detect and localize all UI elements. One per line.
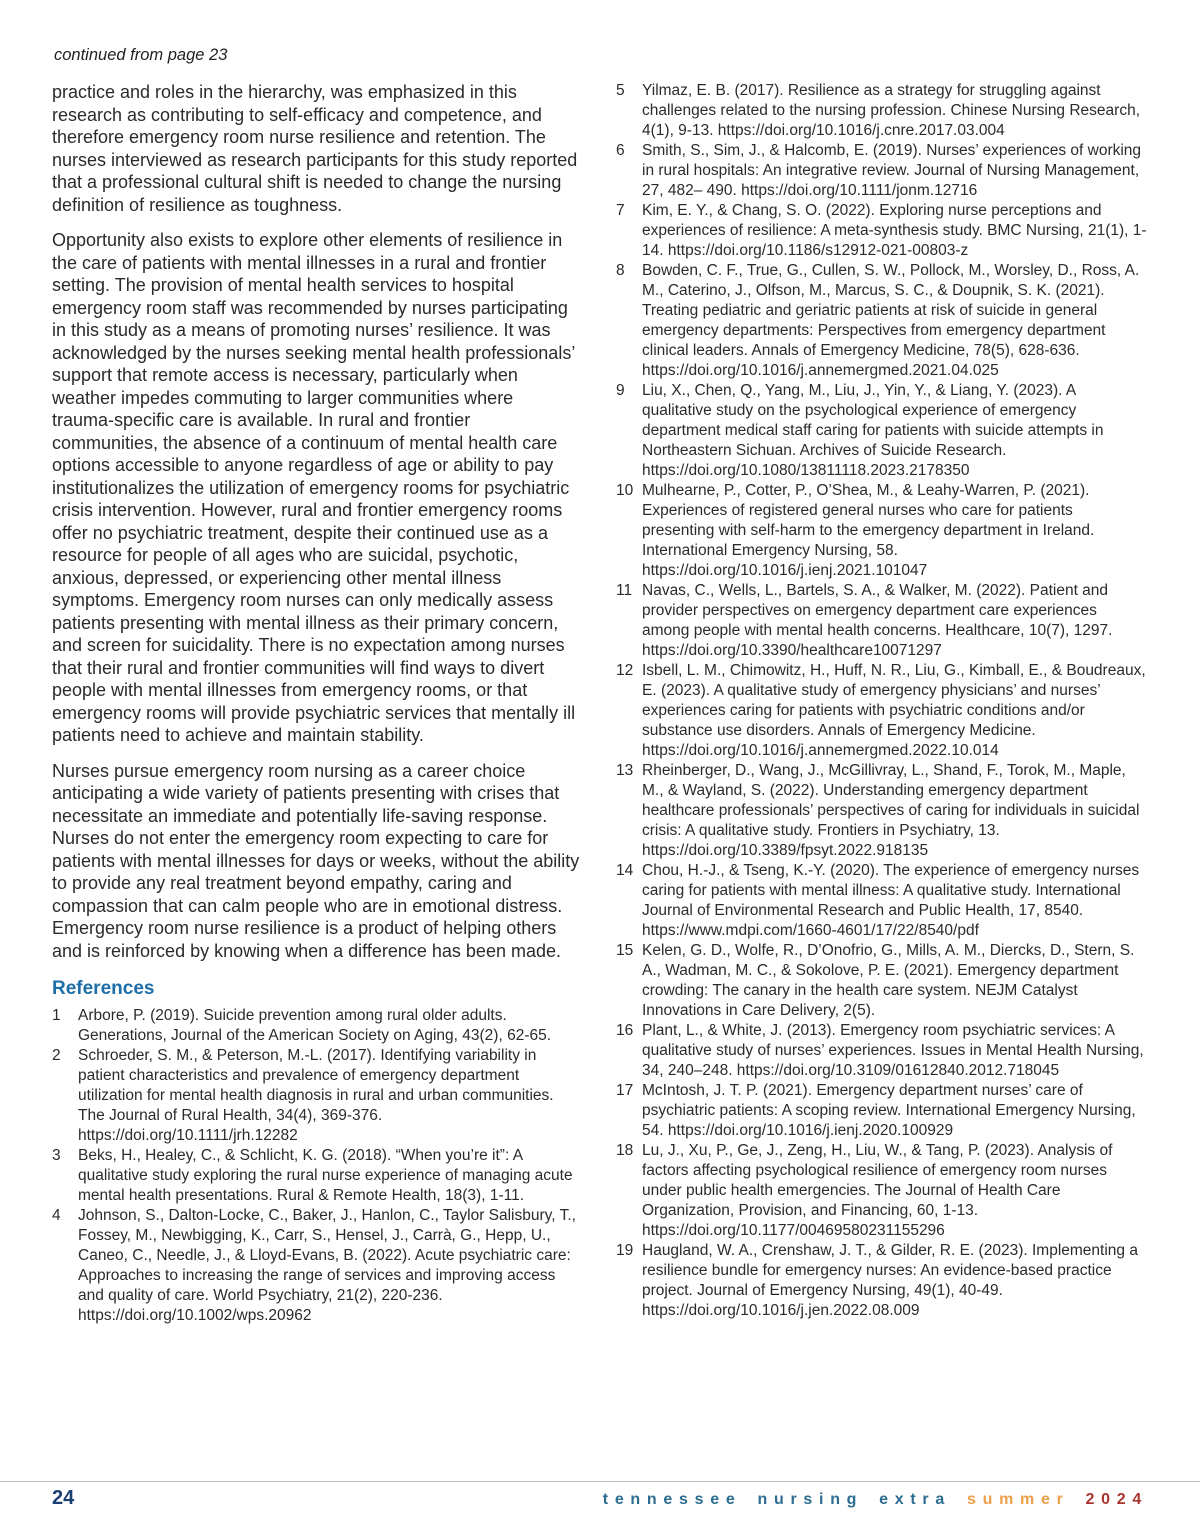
- reference-item: [616, 201, 1148, 261]
- reference-text: Bowden, C. F., True, G., Cullen, S. W., Pollock, M., Worsley, D., Ross, A. M., Caterino, J., Olfson, M., Marcus, S. C., & Doupnik, S. K. (2021). Treating pediatric and geriatric patients at risk of suicide in general emergency departments: Perspectives from emergency department clinical leaders. Annals of Emergency Medicine, 78(5), 628-636. https://doi.org/10.1016/j.annemergmed.2021.04.025: [642, 262, 1140, 379]
- reference-text: Isbell, L. M., Chimowitz, H., Huff, N. R., Liu, G., Kimball, E., & Boudreaux, E. (2023). A qualitative study of emergency physicians’ and nurses’ experiences caring for patients with psychiatric conditions and/or substance use disorders. Annals of Emergency Medicine. https://doi.org/10.1016/j.annemergmed.2022.10.014: [642, 662, 1146, 759]
- reference-number: 17: [616, 1082, 634, 1099]
- reference-item: [616, 761, 1148, 861]
- right-column: [616, 81, 1148, 1466]
- body-paragraph: Opportunity also exists to explore other elements of resilience in the care of patients with mental illnesses in a rural and frontier setting. The provision of mental health services to hospital emergency room staff was recommended by nurses participating in this study as a means of promoting nurses’ resilience. It was acknowledged by the nurses seeking mental health professionals’ support that remote access is necessary, particularly when weather impedes commuting to larger communities where trauma-specific care is available. In rural and frontier communities, the absence of a continuum of mental health care options accessible to anyone regardless of age or ability to pay institutionalizes the utilization of emergency rooms for psychiatric crisis intervention. However, rural and frontier emergency rooms offer no psychiatric treatment, despite their continued use as a resource for people of all ages who are suicidal, psychotic, anxious, depressed, or experiencing other mental illness symptoms. Emergency room nurses can only medically assess patients presenting with mental illness as their primary concern, and screen for suicidality. There is no expectation among nurses that their rural and frontier communities will find ways to divert people with mental illnesses from emergency rooms, or that emergency rooms will provide psychiatric services that mentally ill patients need to achieve and maintain stability.: [52, 230, 576, 745]
- reference-item: [616, 861, 1148, 941]
- reference-number: 13: [616, 762, 634, 779]
- reference-number: 8: [616, 262, 625, 279]
- reference-number: 16: [616, 1022, 634, 1039]
- two-column-layout: [52, 81, 1148, 1466]
- reference-item: [616, 381, 1148, 481]
- reference-item: [52, 1146, 580, 1206]
- body-paragraph: practice and roles in the hierarchy, was emphasized in this research as contributing to self-efficacy and competence, and therefore emergency room nurse resilience and retention. The nurses interviewed as research participants for this study reported that a professional cultural shift is needed to change the nursing definition of resilience as toughness.: [52, 82, 578, 215]
- reference-text: McIntosh, J. T. P. (2021). Emergency department nurses’ care of psychiatric patients: A scoping review. International Emergency Nursing, 54. https://doi.org/10.1016/j.ienj.2020.100929: [642, 1082, 1136, 1139]
- left-column: [52, 81, 580, 1466]
- reference-number: 12: [616, 662, 634, 679]
- reference-number: 5: [616, 82, 625, 99]
- reference-number: 1: [52, 1007, 61, 1024]
- reference-text: Kim, E. Y., & Chang, S. O. (2022). Exploring nurse perceptions and experiences of resilience: A meta-synthesis study. BMC Nursing, 21(1), 1-14. https://doi.org/10.1186/s12912-021-00803-z: [642, 202, 1147, 259]
- reference-number: 6: [616, 142, 625, 159]
- reference-item: [616, 481, 1148, 581]
- reference-item: [616, 941, 1148, 1021]
- reference-item: [52, 1046, 580, 1146]
- reference-number: 19: [616, 1242, 634, 1259]
- reference-number: 11: [616, 582, 633, 599]
- page-footer: [0, 1481, 1200, 1510]
- page-number: 24: [52, 1487, 75, 1509]
- reference-number: 3: [52, 1147, 61, 1164]
- reference-number: 15: [616, 942, 634, 959]
- reference-item: [52, 1006, 580, 1046]
- journal-year: 2024: [1085, 1491, 1148, 1508]
- journal-season: summer: [966, 1491, 1070, 1508]
- reference-text: Rheinberger, D., Wang, J., McGillivray, L., Shand, F., Torok, M., Maple, M., & Wayland, S. (2022). Understanding emergency department healthcare professionals’ perspectives of caring for individuals in suicidal crisis: A qualitative study. Frontiers in Psychiatry, 13. https://doi.org/10.3389/fpsyt.2022.918135: [642, 762, 1140, 859]
- journal-masthead: [603, 1491, 1148, 1509]
- reference-item: [616, 1021, 1148, 1081]
- references-heading: References: [52, 978, 155, 999]
- reference-item: [616, 1081, 1148, 1141]
- reference-text: Beks, H., Healey, C., & Schlicht, K. G. (2018). “When you’re it”: A qualitative study exploring the rural nurse experience of managing acute mental health presentations. Rural & Remote Health, 18(3), 1-11.: [78, 1147, 573, 1204]
- reference-item: [616, 661, 1148, 761]
- reference-number: 4: [52, 1207, 61, 1224]
- reference-text: Smith, S., Sim, J., & Halcomb, E. (2019). Nurses’ experiences of working in rural hospitals: An integrative review. Journal of Nursing Management, 27, 482– 490. https://doi.org/10.1111/jonm.12716: [642, 142, 1142, 199]
- reference-number: 7: [616, 202, 625, 219]
- reference-item: [616, 261, 1148, 381]
- reference-text: Haugland, W. A., Crenshaw, J. T., & Gilder, R. E. (2023). Implementing a resilience bundle for emergency nurses: An evidence-based practice project. Journal of Emergency Nursing, 49(1), 40-49. https://doi.org/10.1016/j.jen.2022.08.009: [642, 1242, 1138, 1319]
- reference-item: [616, 581, 1148, 661]
- reference-text: Schroeder, S. M., & Peterson, M.-L. (2017). Identifying variability in patient characteristics and prevalence of emergency department utilization for mental health diagnosis in rural and urban communities. The Journal of Rural Health, 34(4), 369-376. https://doi.org/10.1111/jrh.12282: [78, 1047, 554, 1144]
- body-paragraph: Nurses pursue emergency room nursing as a career choice anticipating a wide variety of patients presenting with crises that necessitate an immediate and potentially life-saving response. Nurses do not enter the emergency room expecting to care for patients with mental illnesses for days or weeks, without the ability to provide any real treatment beyond empathy, caring and compassion that can calm people who are in emotional distress. Emergency room nurse resilience is a product of helping others and is reinforced by knowing when a difference has been made.: [52, 760, 580, 961]
- reference-number: 18: [616, 1142, 634, 1159]
- reference-text: Kelen, G. D., Wolfe, R., D’Onofrio, G., Mills, A. M., Diercks, D., Stern, S. A., Wadman, M. C., & Sokolove, P. E. (2021). Emergency department crowding: The canary in the health care system. NEJM Catalyst Innovations in Care Delivery, 2(5).: [642, 942, 1135, 1019]
- journal-name: tennessee nursing extra: [602, 1491, 951, 1508]
- reference-text: Liu, X., Chen, Q., Yang, M., Liu, J., Yin, Y., & Liang, Y. (2023). A qualitative study on the psychological experience of emergency department medical staff caring for patients with suicide attempts in Northeastern Sichuan. Archives of Suicide Research. https://doi.org/10.1080/13811118.2023.2178350: [642, 382, 1104, 479]
- reference-text: Arbore, P. (2019). Suicide prevention among rural older adults. Generations, Journal of the American Society on Aging, 43(2), 62-65.: [78, 1007, 552, 1044]
- reference-text: Plant, L., & White, J. (2013). Emergency room psychiatric services: A qualitative study of nurses’ experiences. Issues in Mental Health Nursing, 34, 240–248. https://doi.org/10.3109/01612840.2012.718045: [642, 1022, 1144, 1079]
- reference-text: Yilmaz, E. B. (2017). Resilience as a strategy for struggling against challenges related to the nursing profession. Chinese Nursing Research, 4(1), 9-13. https://doi.org/10.1016/j.cnre.2017.03.004: [642, 82, 1141, 139]
- reference-text: Navas, C., Wells, L., Bartels, S. A., & Walker, M. (2022). Patient and provider perspectives on emergency department care experiences among people with mental health concerns. Healthcare, 10(7), 1297. https://doi.org/10.3390/healthcare10071297: [642, 582, 1113, 659]
- reference-text: Mulhearne, P., Cotter, P., O’Shea, M., & Leahy-Warren, P. (2021). Experiences of registered general nurses who care for patients presenting with self-harm to the emergency department in Ireland. International Emergency Nursing, 58. https://doi.org/10.1016/j.ienj.2021.101047: [642, 482, 1095, 579]
- reference-text: Chou, H.-J., & Tseng, K.-Y. (2020). The experience of emergency nurses caring for patients with mental illness: A qualitative study. International Journal of Environmental Research and Public Health, 17, 8540. https://www.mdpi.com/1660-4601/17/22/8540/pdf: [642, 862, 1140, 939]
- reference-item: [616, 141, 1148, 201]
- reference-item: [52, 1206, 580, 1326]
- continued-from-note: continued from page 23: [54, 46, 228, 64]
- reference-item: [616, 1241, 1148, 1321]
- reference-number: 2: [52, 1047, 61, 1064]
- reference-text: Lu, J., Xu, P., Ge, J., Zeng, H., Liu, W., & Tang, P. (2023). Analysis of factors affecting psychological resilience of emergency room nurses under public health emergencies. The Journal of Health Care Organization, Provision, and Financing, 60, 1-13. https://doi.org/10.1177/00469580231155296: [642, 1142, 1113, 1239]
- reference-text: Johnson, S., Dalton-Locke, C., Baker, J., Hanlon, C., Taylor Salisbury, T., Fossey, M., Newbigging, K., Carr, S., Hensel, J., Carrà, G., Hepp, U., Caneo, C., Needle, J., & Lloyd-Evans, B. (2022). Acute psychiatric care: Approaches to increasing the range of services and improving access and quality of care. World Psychiatry, 21(2), 220-236. https://doi.org/10.1002/wps.20962: [78, 1207, 576, 1324]
- reference-number: 14: [616, 862, 634, 879]
- reference-item: [616, 1141, 1148, 1241]
- reference-number: 10: [616, 482, 634, 499]
- reference-item: [616, 81, 1148, 141]
- reference-number: 9: [616, 382, 625, 399]
